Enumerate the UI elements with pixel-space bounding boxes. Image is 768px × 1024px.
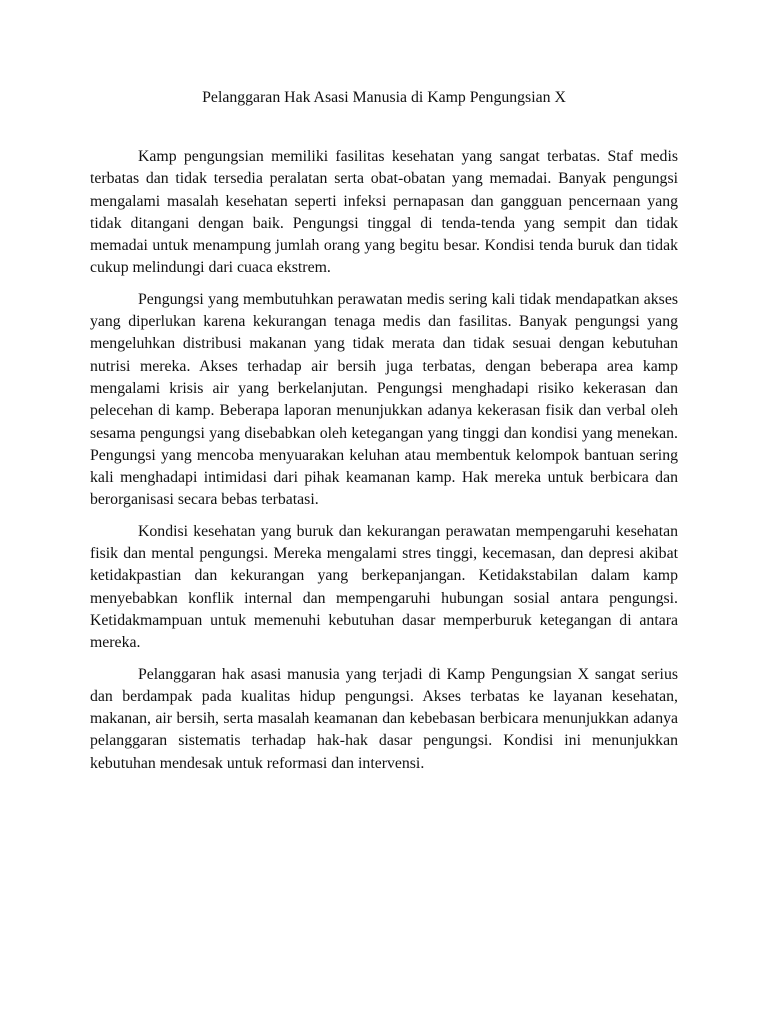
paragraph-4: Pelanggaran hak asasi manusia yang terjadi di Kamp Pengungsian X sangat serius dan berdampak pada kualitas hidup pengungsi. Akses terbatas ke layanan kesehatan, makanan, air bersih, serta masalah keamanan dan kebebasan berbicara menunjukkan adanya pelanggaran sistematis terhadap hak-hak dasar pengungsi. Kondisi ini menunjukkan kebutuhan mendesak untuk reformasi dan intervensi. bbox=[90, 665, 678, 772]
document-body bbox=[90, 146, 678, 784]
document-title: Pelanggaran Hak Asasi Manusia di Kamp Pengungsian X bbox=[202, 89, 566, 106]
paragraph-3: Kondisi kesehatan yang buruk dan kekurangan perawatan mempengaruhi kesehatan fisik dan mental pengungsi. Mereka mengalami stres tinggi, kecemasan, dan depresi akibat ketidakpastian dan kekurangan yang berkepanjangan. Ketidakstabilan dalam kamp menyebabkan konflik internal dan mempengaruhi hubungan sosial antara pengungsi. Ketidakmampuan untuk memenuhi kebutuhan dasar memperburuk ketegangan di antara mereka. bbox=[90, 522, 678, 652]
paragraph-2: Pengungsi yang membutuhkan perawatan medis sering kali tidak mendapatkan akses yang diperlukan karena kekurangan tenaga medis dan fasilitas. Banyak pengungsi yang mengeluhkan distribusi makanan yang tidak merata dan tidak sesuai dengan kebutuhan nutrisi mereka. Akses terhadap air bersih juga terbatas, dengan beberapa area kamp mengalami krisis air yang berkelanjutan. Pengungsi menghadapi risiko kekerasan dan pelecehan di kamp. Beberapa laporan menunjukkan adanya kekerasan fisik dan verbal oleh sesama pengungsi yang disebabkan oleh ketegangan yang tinggi dan kondisi yang menekan. Pengungsi yang mencoba menyuarakan keluhan atau membentuk kelompok bantuan sering kali menghadapi intimidasi dari pihak keamanan kamp. Hak mereka untuk berbicara dan berorganisasi secara bebas terbatasi. bbox=[90, 290, 678, 509]
paragraph-1: Kamp pengungsian memiliki fasilitas kesehatan yang sangat terbatas. Staf medis terbatas dan tidak tersedia peralatan serta obat-obatan yang memadai. Banyak pengungsi mengalami masalah kesehatan seperti infeksi pernapasan dan gangguan pencernaan yang tidak ditangani dengan baik. Pengungsi tinggal di tenda-tenda yang sempit dan tidak memadai untuk menampung jumlah orang yang begitu besar. Kondisi tenda buruk dan tidak cukup melindungi dari cuaca ekstrem. bbox=[90, 148, 678, 277]
